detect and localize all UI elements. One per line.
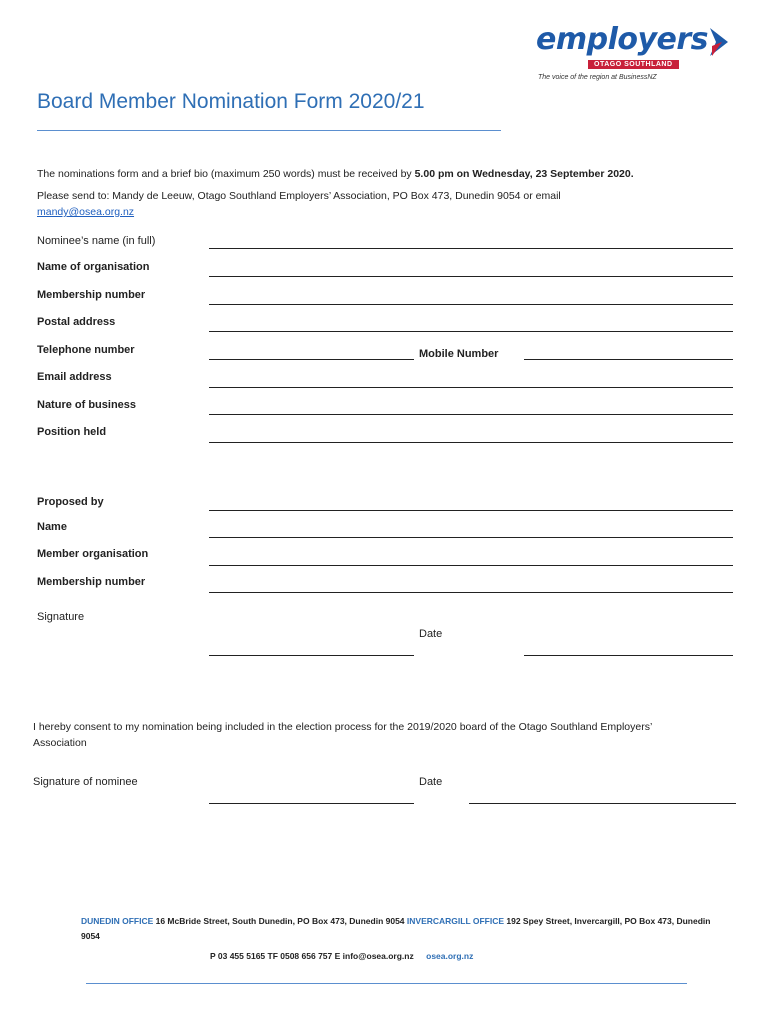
- logo-chevron-icon: [706, 28, 730, 56]
- invercargill-office-label: INVERCARGILL OFFICE: [406, 916, 505, 926]
- footer-divider: [86, 983, 687, 984]
- dunedin-office-address: 16 McBride Street, South Dunedin, PO Box 473, Dunedin 9054: [153, 916, 407, 926]
- send-to-text: Please send to: Mandy de Leeuw, Otago Southland Employers’ Association, PO Box 473, Dunedin 9054 or email: [37, 190, 561, 202]
- intro-send-to: [37, 188, 737, 220]
- footer-website-link[interactable]: osea.org.nz: [426, 951, 474, 961]
- mobile-field[interactable]: [524, 359, 733, 360]
- footer-offices: [81, 914, 731, 944]
- consent-text: I hereby consent to my nomination being included in the election process for the 2019/2020 board of the Otago Southland Employers’ Association: [33, 721, 652, 749]
- footer-contact-details: P 03 455 5165 TF 0508 656 757 E info@osea.org.nz: [210, 951, 414, 961]
- telephone-field[interactable]: [209, 359, 414, 360]
- logo-wordmark: employers: [536, 22, 709, 57]
- full-name-label: Nominee’s name (in full): [37, 235, 156, 247]
- postal-address-field[interactable]: [209, 331, 733, 332]
- telephone-label: Telephone number: [37, 344, 135, 356]
- proposer-date-label: Date: [419, 628, 443, 640]
- member-organisation-field[interactable]: [209, 565, 733, 566]
- proposed-by-heading: Proposed by: [37, 496, 104, 508]
- member-organisation-label: Member organisation: [37, 548, 149, 560]
- proposer-date-field[interactable]: [524, 655, 733, 656]
- page-title: Board Member Nomination Form 2020/21: [37, 90, 425, 113]
- membership-number-field[interactable]: [209, 304, 733, 305]
- organisation-label: Name of organisation: [37, 261, 150, 273]
- dunedin-office-label: DUNEDIN OFFICE: [81, 916, 154, 926]
- nominee-date-label: Date: [419, 776, 443, 788]
- proposer-name-field[interactable]: [209, 537, 733, 538]
- proposer-name-label: Name: [37, 521, 67, 533]
- invercargill-office-address: 192 Spey Street, Invercargill, PO Box 473, Dunedin 9054: [81, 916, 711, 941]
- nature-of-business-label: Nature of business: [37, 399, 137, 411]
- organisation-field[interactable]: [209, 276, 733, 277]
- postal-address-label: Postal address: [37, 316, 116, 328]
- email-link[interactable]: mandy@osea.org.nz: [37, 206, 135, 218]
- proposer-signature-label: Signature: [37, 611, 85, 623]
- title-divider: [37, 130, 501, 131]
- position-held-field[interactable]: [209, 442, 733, 443]
- position-held-label: Position held: [37, 426, 107, 438]
- mobile-label: Mobile Number: [419, 348, 499, 360]
- nominee-date-field[interactable]: [469, 803, 736, 804]
- deadline-text: The nominations form and a brief bio (maximum 250 words) must be received by: [37, 168, 415, 180]
- logo-tagline: The voice of the region at BusinessNZ: [538, 74, 657, 81]
- proposer-membership-number-field[interactable]: [209, 592, 733, 593]
- email-label: Email address: [37, 371, 112, 383]
- logo-region-bar: OTAGO SOUTHLAND: [588, 60, 679, 69]
- proposed-by-field[interactable]: [209, 510, 733, 511]
- intro-deadline: [37, 166, 737, 182]
- logo: [536, 22, 736, 84]
- deadline-bold: 5.00 pm on Wednesday, 23 September 2020.: [414, 168, 634, 180]
- nominee-signature-label: Signature of nominee: [33, 776, 138, 788]
- proposer-membership-number-label: Membership number: [37, 576, 146, 588]
- full-name-field[interactable]: [209, 248, 733, 249]
- nominee-signature-field[interactable]: [209, 803, 414, 804]
- proposer-signature-field[interactable]: [209, 655, 414, 656]
- email-field[interactable]: [209, 387, 733, 388]
- footer-contact: [210, 949, 473, 964]
- membership-number-label: Membership number: [37, 289, 146, 301]
- nature-of-business-field[interactable]: [209, 414, 733, 415]
